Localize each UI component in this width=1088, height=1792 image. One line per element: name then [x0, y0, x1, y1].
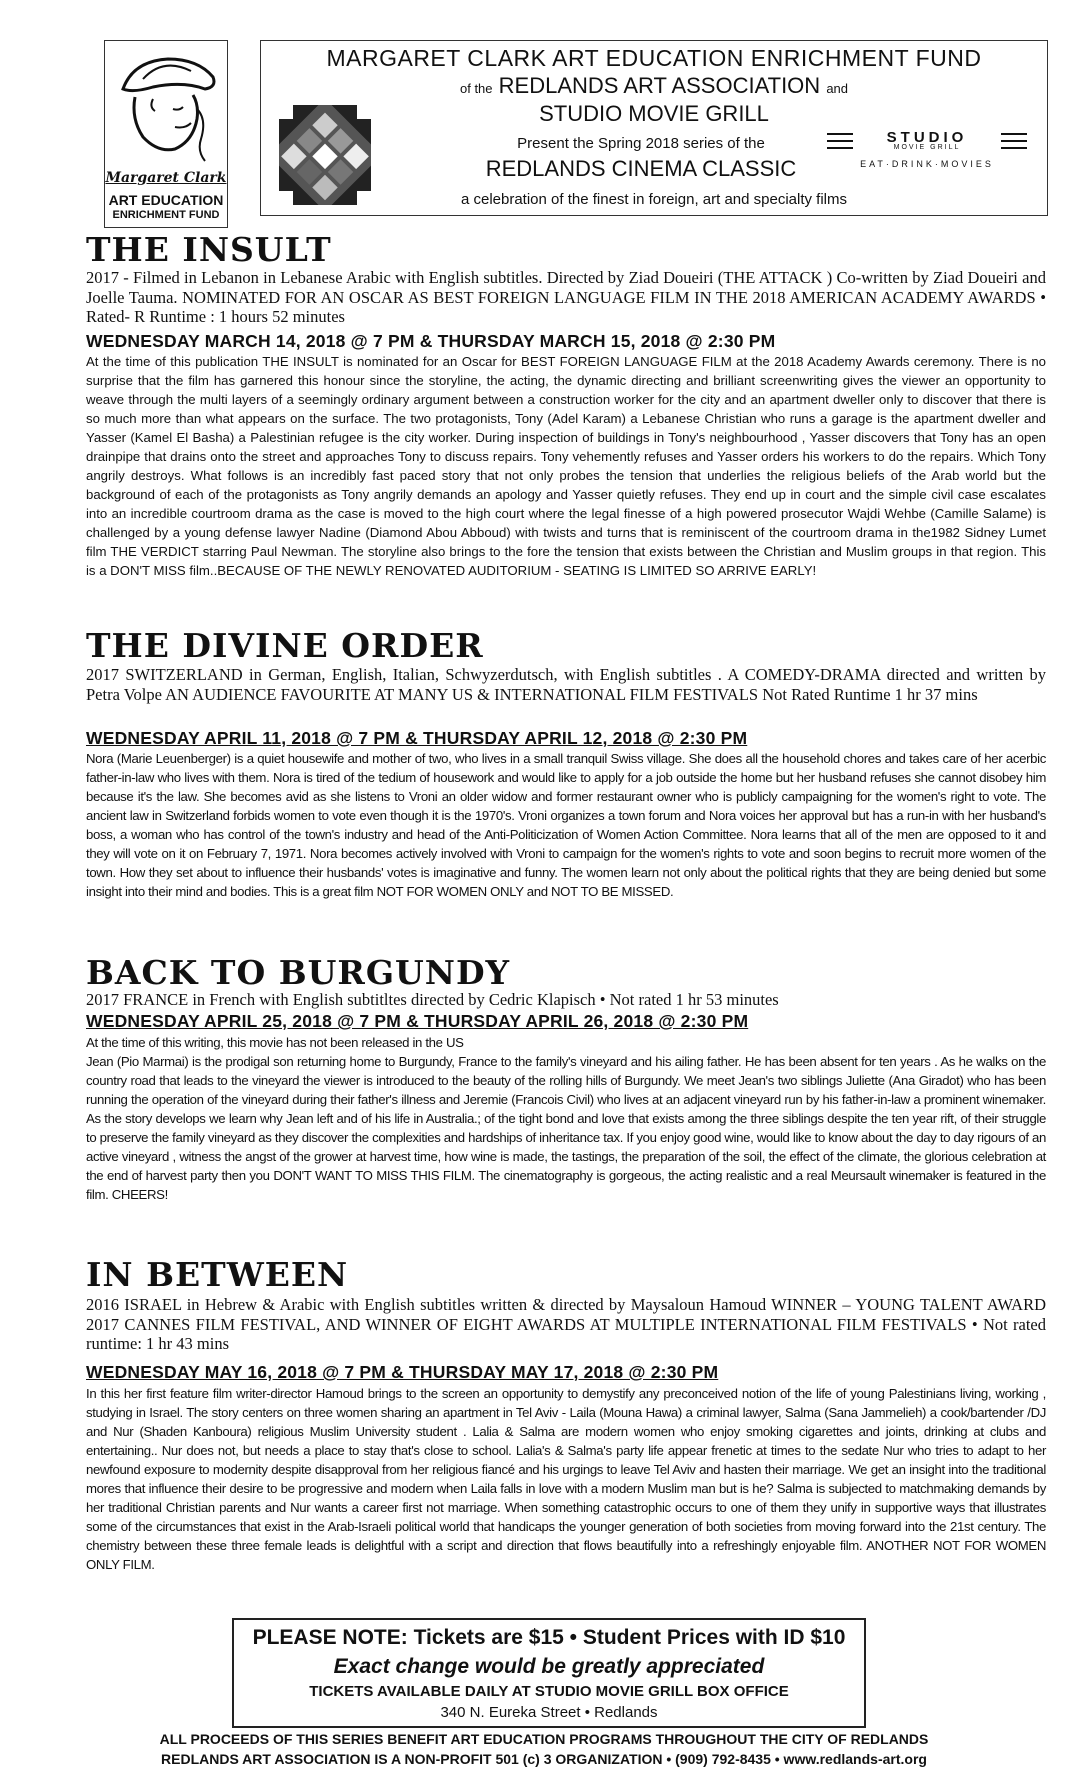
film-title: BACK TO BURGUNDY	[86, 953, 511, 992]
exact-change-note: Exact change would be greatly appreciated	[333, 1655, 765, 1678]
studio-movie-grill-logo: STUDIO MOVIE GRILL EAT·DRINK·MOVIES	[827, 129, 1027, 177]
film-note: At the time of this writing, this movie has not been released in the US	[86, 1035, 464, 1050]
margaret-clark-logo	[104, 40, 228, 228]
header-association: of the REDLANDS ART ASSOCIATION and	[459, 73, 849, 98]
header-studio: STUDIO MOVIE GRILL	[539, 101, 769, 126]
film-description: At the time of this publication THE INSULT is nominated for an Oscar for BEST FOREIGN LANGUAGE FILM at the 2018 Academy Awards ceremony. There is no surprise that the film has garnered this honour since the storyline, the acting, the dynamic directing and brilliant screenwriting gives the viewer an opportunity to weave through the multi layers of a seemingly ordinary argument between a construction worker for the city and an apartment dweller only to discover that there is so much more than what appears on the surface. The two protagonists, Tony (Adel Karam) a Lebanese Christian who runs a garage is the apartment dweller and Yasser (Kamel El Basha) a Palestinian refugee is the city worker. During inspection of buildings in Tony's neighbourhood , Yasser discovers that Tony has an open drainpipe that drains onto the street and approaches Tony to discuss repairs. Tony vehemently refuses and Yasser orders his workers to do the repairs. Which Tony angrily destroys. What follows is an incredibly fast paced story that not only probes the tension that underlies the religious beliefs of the Arab world but the background of each of the protagonists as Tony angrily demands an apology and Yasser quietly refuses. They end up in court and the simple civil case escalates into an incredible courtroom drama as the case is moved to the high court where the legal finesse of a high powered prosecutor Wajdi Wehbe (Camille Salame) is challenged by a young defense lawyer Nadine (Diamond Abou Abboud) with twists and turns that is reminiscent of the courtroom drama in the1982 Sidney Lumet film THE VERDICT starring Paul Newman. The storyline also brings to the fore the tension that exists between the Christian and Muslim groups in that region. This is a DON'T MISS film..BECAUSE OF THE NEWLY RENOVATED AUDITORIUM - SEATING IS LIMITED SO ARRIVE EARLY!	[86, 354, 1046, 578]
ticket-note-box	[232, 1618, 866, 1728]
footer-contact: REDLANDS ART ASSOCIATION IS A NON-PROFIT 501 (c) 3 ORGANIZATION • (909) 792-8435 • www.redlands-art.org	[161, 1751, 927, 1767]
header-present-line: Present the Spring 2018 series of the	[517, 135, 765, 152]
logo-bars-right-icon	[1001, 133, 1027, 151]
logo-line-2: ENRICHMENT FUND	[112, 209, 220, 221]
header-tagline: a celebration of the finest in foreign, art and specialty films	[460, 191, 848, 208]
film-meta: 2016 ISRAEL in Hebrew & Arabic with English subtitles written & directed by Maysaloun Hamoud WINNER – YOUNG TALENT AWARD 2017 CANNES FILM FESTIVAL, AND WINNER OF EIGHT AWARDS AT MULTIPLE INTERNATIONAL FILM FESTIVALS • Not rated runtime: 1 hr 43 mins	[86, 1295, 1046, 1353]
film-title: IN BETWEEN	[86, 1255, 349, 1294]
header-fund-name: MARGARET CLARK ART EDUCATION ENRICHMENT FUND	[326, 45, 982, 71]
film-description: In this her first feature film writer-director Hamoud brings to the screen an opportunity to demystify any preconceived notion of the life of young Palestinians living, working , studying in Israel. The story centers on three women sharing an apartment in Tel Aviv - Laila (Mouna Hawa) a criminal lawyer, Salma (Sana Jammelieh) a cook/bartender /DJ and Nur (Shaden Kanboura) religious Muslim University student . Lalia & Salma are modern women who enjoy smoking cigarettes and joints, drinking at clubs and entertaining.. Nur does not, but needs a place to stay that's close to school. Lalia's & Salma's party life appear frenetic at times to the sedate Nur who tries to adapt to her newfound exposure to modernity despite disapproval from her religious fiancé and his urgings to leave Tel Aviv and hasten their marriage. We get an insight into the traditional mores that influence their desire to be progressive and modern when Laila falls in love with a modern Muslim man but is he? Salma is subjected to matchmaking demands by her traditional Christian parents and Nur wants a career first not marriage. When something catastrophic occurs to one of them they unify in supportive ways that illustrates some of the circumstances that exist in the Arab-Israeli political world that handicaps the younger generation of both societies from moving forward into the 21st century. The chemistry between these three female leads is delightful with a script and direction that flows beautifully into a refreshingly enjoyable film. ANOTHER NOT FOR WOMEN ONLY FILM.	[86, 1386, 1046, 1572]
film-showtimes: WEDNESDAY MARCH 14, 2018 @ 7 PM & THURSDAY MARCH 15, 2018 @ 2:30 PM	[86, 331, 776, 351]
header-series-name: REDLANDS CINEMA CLASSIC	[485, 156, 797, 181]
ticket-prices: PLEASE NOTE: Tickets are $15 • Student Prices with ID $10	[252, 1626, 846, 1649]
logo-line-1: ART EDUCATION	[108, 192, 224, 208]
box-office-note: TICKETS AVAILABLE DAILY AT STUDIO MOVIE GRILL BOX OFFICE	[309, 1683, 789, 1700]
logo-signature: Margaret Clark	[105, 170, 227, 186]
film-meta: 2017 - Filmed in Lebanon in Lebanese Arabic with English subtitles. Directed by Ziad Doueiri (THE ATTACK ) Co-written by Ziad Doueiri and Joelle Tauma. NOMINATED FOR AN OSCAR AS BEST FOREIGN LANGUAGE FILM IN THE 2018 AMERICAN ACADEMY AWARDS • Rated- R Runtime : 1 hours 52 minutes	[86, 268, 1046, 326]
film-showtimes: WEDNESDAY APRIL 11, 2018 @ 7 PM & THURSDAY APRIL 12, 2018 @ 2:30 PM	[86, 728, 748, 748]
film-description: Jean (Pio Marmai) is the prodigal son returning home to Burgundy, France to the family's vineyard and his ailing father. He has been absent for ten years . As he walks on the country road that leads to the vineyard the viewer is introduced to the beauty of the rolling hills of Burgundy. We meet Jean's two siblings Juliette (Ana Giradot) who has been running the operation of the vineyard during their father's illness and Jeremie (Francois Civil) who lives at an adjacent vineyard run by his father-in-law a prominent winemaker. As the story develops we learn why Jean left and of his life in Australia.; of the tight bond and love that exists among the three siblings despite the ten year rift, of their struggle to preserve the family vineyard as they discover the complexities and hardships of inheritance tax. If you enjoy good wine, would like to know about the day to day rigours of an active vineyard , witness the angst of the grower at harvest time, how wine is made, the tastings, the preparation of the soil, the effect of the climate, the glorious celebration at the end of harvest party then you DON'T WANT TO MISS THIS FILM. The cinematography is gorgeous, the acting realistic and a real Meursault winemaker is featured in the film. CHEERS!	[86, 1054, 1046, 1202]
film-title: THE INSULT	[86, 230, 332, 269]
film-showtimes: WEDNESDAY MAY 16, 2018 @ 7 PM & THURSDAY MAY 17, 2018 @ 2:30 PM	[86, 1362, 719, 1382]
header-box	[260, 40, 1048, 216]
film-title: THE DIVINE ORDER	[86, 626, 484, 665]
footer-proceeds: ALL PROCEEDS OF THIS SERIES BENEFIT ART EDUCATION PROGRAMS THROUGHOUT THE CITY OF REDLANDS	[159, 1731, 929, 1747]
film-meta: 2017 FRANCE in French with English subtitltes directed by Cedric Klapisch • Not rated 1 hr 53 minutes	[86, 990, 779, 1009]
box-office-address: 340 N. Eureka Street • Redlands	[440, 1704, 658, 1721]
logo-bars-left-icon	[827, 133, 853, 151]
film-description: Nora (Marie Leuenberger) is a quiet housewife and mother of two, who lives in a small tranquil Swiss village. She does all the household chores and takes care of her acerbic father-in-law who lives with them. Nora is tired of the tedium of housework and would like to apply for a job outside the home but her husband refuses she cannot disobey him because it's the law. She becomes avid as she listens to Vroni an older widow and former restaurant owner who is publicly campaigning for the women's right to vote. The ancient law in Switzerland forbids women to vote even though it is the 1970's. Vroni organizes a town forum and Nora voices her approval but has a run-in with her husband's boss, a woman who has control of the town's industry and head of the Anti-Politicization of Women Action Committee. Nora learns that all of the men are opposed to it and they will vote on it on February 7, 1971. Nora becomes actively involved with Vroni to campaign for the women's rights to vote and soon begins to recruit more women of the town. How they set about to influence their husbands' votes is imaginative and funny. The women learn not only about the political rights that they are being denied but some insight into their mind and bodies. This is a great film NOT FOR WOMEN ONLY and NOT TO BE MISSED.	[86, 751, 1046, 899]
portrait-sketch-icon	[113, 49, 219, 169]
film-meta: 2017 SWITZERLAND in German, English, Italian, Schwyzerdutsch, with English subtitles . A COMEDY-DRAMA directed and written by Petra Volpe AN AUDIENCE FAVOURITE AT MANY US & INTERNATIONAL FILM FESTIVALS Not Rated Runtime 1 hr 37 mins	[86, 665, 1046, 704]
cinema-classic-logo-icon	[279, 105, 371, 205]
film-showtimes: WEDNESDAY APRIL 25, 2018 @ 7 PM & THURSDAY APRIL 26, 2018 @ 2:30 PM	[86, 1011, 749, 1031]
